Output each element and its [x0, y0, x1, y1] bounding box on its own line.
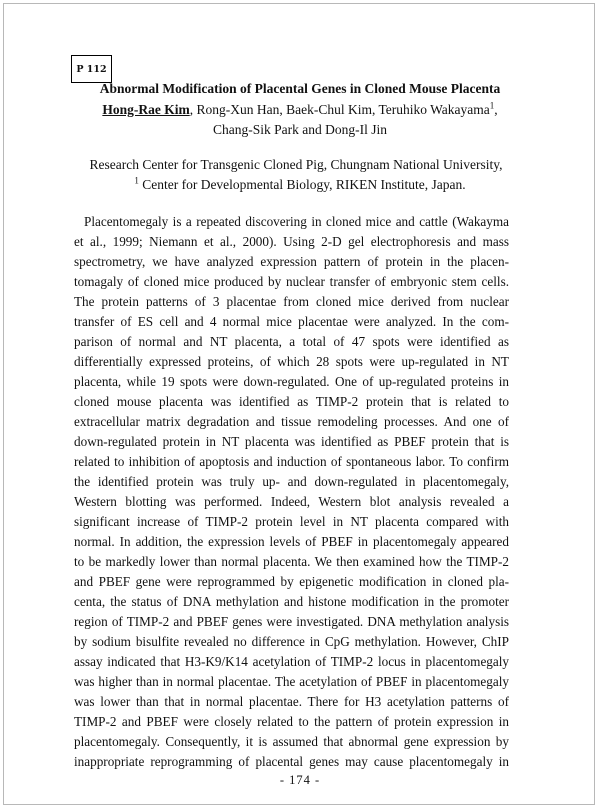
abstract-line: and PBEF gene were reprogrammed by epigenetic modification in cloned pla- [74, 574, 509, 589]
abstract-line: transfer of ES cell and 4 normal mice placentae were analyzed. In the com- [74, 314, 509, 329]
page-number: - 174 - [279, 773, 321, 787]
abstract-line: cloned mouse placenta was identified as TIMP-2 protein that is related to [74, 394, 509, 409]
abstract-line: placentomegaly. Consequently, it is assumed that abnormal gene expression by [74, 734, 509, 749]
paper-title: Abnormal Modification of Placental Genes in Cloned Mouse Placenta [99, 81, 501, 96]
abstract-line: spectrometry, we have analyzed expression pattern of protein in the placen- [74, 254, 509, 269]
abstract-line: inappropriate reprogramming of placental genes may cause placentomegaly in [74, 754, 509, 769]
author-line-2: Chang-Sik Park and Dong-Il Jin [213, 122, 387, 137]
abstract-line: was lower than that in normal placentae. There for H3 acetylation patterns of [74, 694, 509, 709]
author-line-1 [0, 100, 600, 120]
abstract-line: normal. In addition, the expression levels of PBEF in placentomegaly appeared [74, 534, 509, 549]
abstract-line: TIMP-2 and PBEF were closely related to the pattern of protein expression in [74, 714, 509, 729]
affiliation-1: Research Center for Transgenic Cloned Pig, Chungnam National University, [89, 157, 503, 172]
abstract-line: centa, the status of DNA methylation and histone modification in the promoter [74, 594, 509, 609]
abstract-line: Placentomegaly is a repeated discovering in cloned mice and cattle (Wakayma [84, 214, 509, 229]
abstract-line: the identified protein was truly up- and down-regulated in placentomegaly, [74, 474, 509, 489]
abstract-line: to be markedly lower than normal placenta. We then examined how the TIMP-2 [74, 554, 509, 569]
abstract-line: differentially expressed proteins, of which 28 spots were up-regulated in NT [74, 354, 509, 369]
affiliation-2-marker: 1 [134, 175, 139, 186]
abstract-line: parison of normal and NT placenta, a total of 47 spots were identified as [74, 334, 509, 349]
abstract-line: was higher than in normal placentae. The acetylation of PBEF in placentomegaly [74, 674, 509, 689]
affiliation-marker: 1 [489, 100, 495, 111]
abstract-line: down-regulated protein in NT placenta was identified as PBEF protein that is [74, 434, 509, 449]
abstract-line: assay indicated that H3-K9/K14 acetylation of TIMP-2 locus in placentomegaly [74, 654, 509, 669]
affiliation-2-text: Center for Developmental Biology, RIKEN Institute, Japan. [138, 177, 466, 192]
author-line-end: , [494, 102, 498, 117]
abstract-line: et al., 1999; Niemann et al., 2000). Using 2-D gel electrophoresis and mass [74, 234, 509, 249]
abstract-line: related to inhibition of apoptosis and induction of spontaneous labor. To confirm [74, 454, 509, 469]
abstract-line: region of TIMP-2 and PBEF genes were investigated. DNA methylation analysis [74, 614, 509, 629]
abstract-line: by sodium bisulfite revealed no difference in CpG methylation. However, ChIP [74, 634, 509, 649]
abstract-line: tomagaly of cloned mice produced by nuclear transfer of embryonic stem cells. [74, 274, 509, 289]
abstract-id-box: P 112 [71, 55, 112, 83]
abstract-line: extracellular matrix degradation and tissue remodeling processes. And one of [74, 414, 509, 429]
abstract-line: placenta, while 19 spots were down-regulated. One of up-regulated proteins in [74, 374, 509, 389]
abstract-line: The protein patterns of 3 placentae from cloned mice derived from nuclear [74, 294, 509, 309]
abstract-body [74, 212, 509, 772]
abstract-line: Western blotting was performed. Indeed, Western blot analysis revealed a [74, 494, 509, 509]
abstract-line: significant increase of TIMP-2 protein level in NT placenta compared with [74, 514, 509, 529]
affiliation-2 [0, 175, 600, 195]
co-authors: , Rong-Xun Han, Baek-Chul Kim, Teruhiko Wakayama [189, 102, 490, 117]
presenting-author: Hong-Rae Kim [102, 102, 190, 117]
